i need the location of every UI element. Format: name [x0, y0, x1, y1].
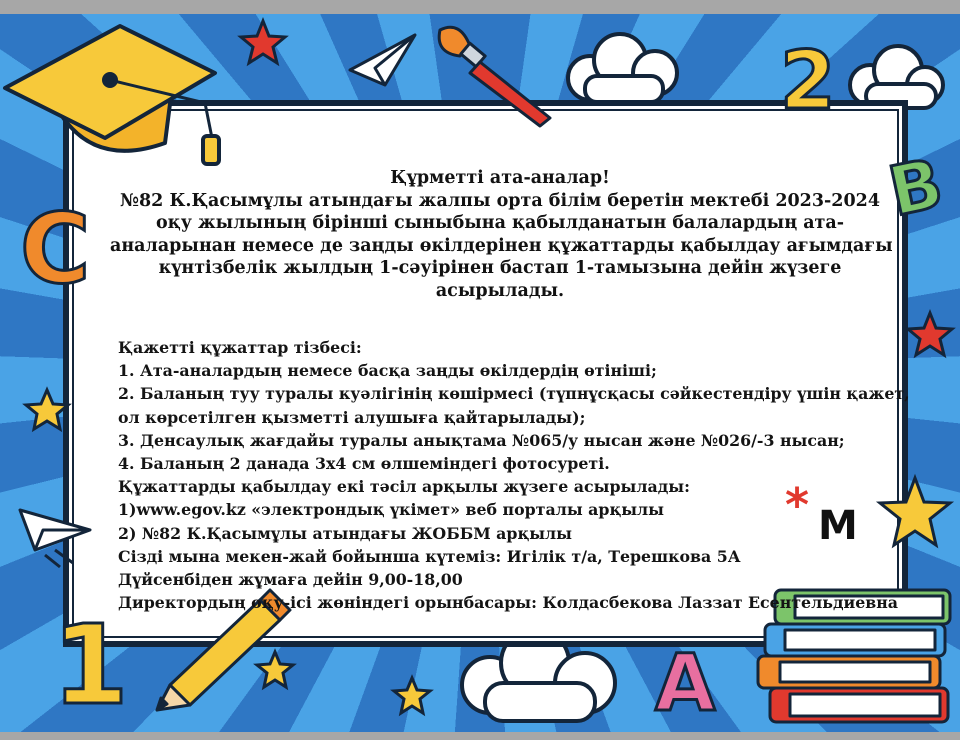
body-line: Дүйсенбіден жұмаға дейін 9,00-18,00 — [118, 570, 463, 590]
heading-line: аналарынан немесе де заңды өкілдерінен құжаттарды қабылдау ағымдағы — [110, 235, 893, 256]
bottom-strip — [0, 732, 960, 740]
asterisk-mark: * — [785, 478, 810, 532]
number-one-icon — [50, 601, 129, 729]
star-icon — [238, 18, 288, 68]
body-line: ол көрсетілген қызметті алушыға қайтарылады); — [118, 407, 586, 427]
star-icon — [392, 676, 432, 716]
heading-line: күнтізбелік жылдың 1-сәуірінен бастап 1-тамызына дейін жүзеге — [158, 258, 842, 278]
paintbrush-icon — [425, 18, 565, 128]
body-line: 2. Баланың туу туралы куәлігінің көшірмесі (түпнұсқасы сәйкестендіру үшін қажет, — [118, 384, 910, 404]
paper-plane-icon — [345, 30, 420, 90]
letter-c-icon — [18, 193, 98, 305]
body-line: 1)www.egov.kz «электрондық үкімет» веб порталы арқылы — [118, 500, 665, 520]
star-icon — [25, 388, 70, 433]
body-line: 4. Баланың 2 данада 3х4 см өлшеміндегі фотосуреті. — [118, 454, 610, 474]
svg-text:1: 1 — [52, 601, 129, 729]
body-line: Қажетті құжаттар тізбесі: — [118, 338, 362, 357]
svg-text:2: 2 — [780, 34, 836, 127]
heading-line: асырылады. — [435, 280, 565, 301]
heading-line: Құрметті ата-аналар! — [390, 168, 610, 188]
m-logo: M — [818, 503, 858, 549]
announcement-body — [118, 336, 910, 614]
body-line: 2) №82 К.Қасымұлы атындағы ЖОББМ арқылы — [118, 523, 573, 543]
cloud-icon — [555, 28, 695, 108]
svg-text:A: A — [655, 639, 716, 729]
number-two-icon — [770, 34, 860, 127]
body-line: Директордың оқу-ісі жөніндегі орынбасары: Колдасбекова Лаззат Есентельдиевна — [118, 593, 899, 613]
svg-text:B: B — [882, 144, 950, 233]
body-line: Сізді мына мекен-жай бойынша күтеміз: Игілік т/а, Терешкова 5А — [118, 546, 741, 566]
heading-line: оқу жылының бірінші сыныбына қабылданатын балалардың ата- — [156, 213, 844, 233]
body-line: 1. Ата-аналардың немесе басқа заңды өкілдердің өтініші; — [118, 361, 657, 381]
body-line: Құжаттарды қабылдау екі тәсіл арқылы жүзеге асырылады: — [118, 477, 690, 497]
heading-line: №82 К.Қасымұлы атындағы жалпы орта білім беретін мектебі 2023-2024 — [119, 190, 880, 211]
star-icon — [878, 475, 953, 550]
svg-text:C: C — [20, 193, 91, 305]
letter-b-icon — [882, 144, 955, 233]
body-line: 3. Денсаулық жағдайы туралы анықтама №065/у нысан және №026/-3 нысан; — [118, 430, 845, 450]
letter-a-icon — [650, 639, 720, 729]
announcement-heading — [110, 167, 893, 302]
paper-plane-icon — [15, 495, 95, 570]
star-icon — [905, 310, 955, 360]
top-strip — [0, 0, 960, 14]
